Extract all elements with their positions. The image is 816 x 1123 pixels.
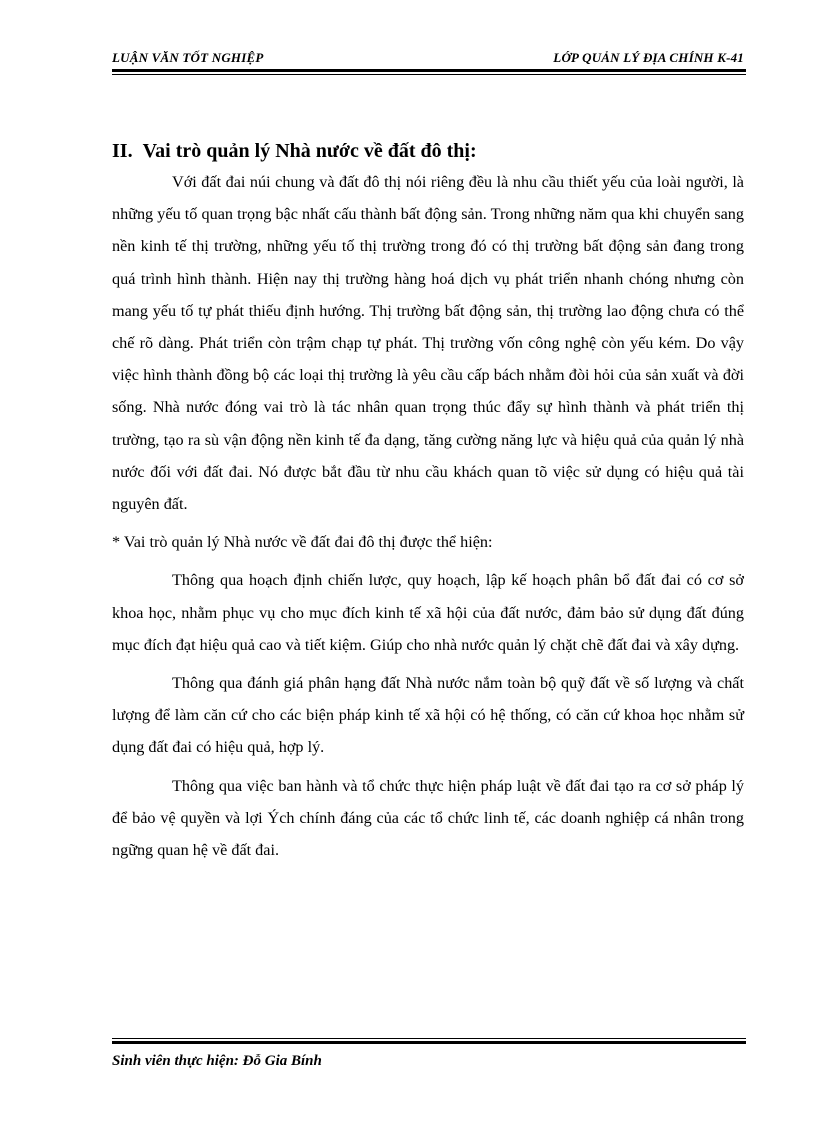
page-footer: Sinh viên thực hiện: Đỗ Gia Bính [112, 1053, 322, 1069]
header-class-label: LỚP QUẢN LÝ ĐỊA CHÍNH K-41 [553, 50, 744, 65]
paragraph-intro: Với đất đai núi chung và đất đô thị nói riêng đều là nhu cầu thiết yếu của loài người, là những yếu tố quan trọng bậc nhất cấu thành bất động sản. Trong những năm qua khi chuyển sang nền kinh tế thị trường, những yếu tố thị trường trong đó có thị trường bất động sản đang trong quá trình hình thành. Hiện nay thị trường hàng hoá dịch vụ phát triển nhanh chóng nhưng còn mang yếu tố tự phát thiếu định hướng. Thị trường bất động sản, thị trường lao động chưa có thể chế rõ dàng. Phát triển còn trậm chạp tự phát. Thị trường vốn công nghệ còn yếu kém. Do vậy việc hình thành đồng bộ các loại thị trường là yêu cầu cấp bách nhằm đòi hỏi của sản xuất và đời sống. Nhà nước đóng vai trò là tác nhân quan trọng thúc đẩy sự hình thành và phát triển thị trường, tạo ra sù vận động nền kinh tế đa dạng, tăng cường năng lực và hiệu quả của quản lý nhà nước đối với đất đai. Nó được bắt đầu từ nhu cầu khách quan tõ việc sử dụng có hiệu quả tài nguyên đất. [112, 173, 744, 514]
section-number: II. [112, 140, 133, 162]
section-title: Vai trò quản lý Nhà nước về đất đô thị: [142, 140, 477, 162]
paragraph-legal-framework: Thông qua việc ban hành và tổ chức thực hiện pháp luật về đất đai tạo ra cơ sở pháp lý để bảo vệ quyền và lợi Ých chính đáng của các tổ chức linh tế, các doanh nghiệp cá nhân trong ngững quan hệ về đất đai. [112, 776, 744, 860]
header-rule-thick [112, 69, 746, 72]
footer-rule-thin [112, 1038, 746, 1039]
paragraph-bullet-heading: * Vai trò quản lý Nhà nước về đất đai đô thị được thể hiện: [112, 533, 493, 552]
footer-rule-thick [112, 1041, 746, 1044]
body-content [112, 166, 744, 866]
paragraph-land-classification: Thông qua đánh giá phân hạng đất Nhà nước nắm toàn bộ quỹ đất về số lượng và chất lượng để làm căn cứ cho các biện pháp kinh tế xã hội có hệ thống, có căn cứ khoa học nhằm sử dụng đất đai có hiệu quả, hợp lý. [112, 674, 744, 757]
page-header [112, 50, 744, 70]
section-heading [112, 140, 477, 163]
header-rule-thin [112, 74, 746, 75]
paragraph-planning: Thông qua hoạch định chiến lược, quy hoạch, lập kế hoạch phân bổ đất đai có cơ sở khoa học, nhằm phục vụ cho mục đích kinh tế xã hội của đất nước, đảm bảo sử dụng đất đúng mục đích đạt hiệu quả cao và tiết kiệm. Giúp cho nhà nước quản lý chặt chẽ đất đai và xây dựng. [112, 571, 744, 654]
header-thesis-label: LUẬN VĂN TỐT NGHIỆP [112, 50, 264, 65]
